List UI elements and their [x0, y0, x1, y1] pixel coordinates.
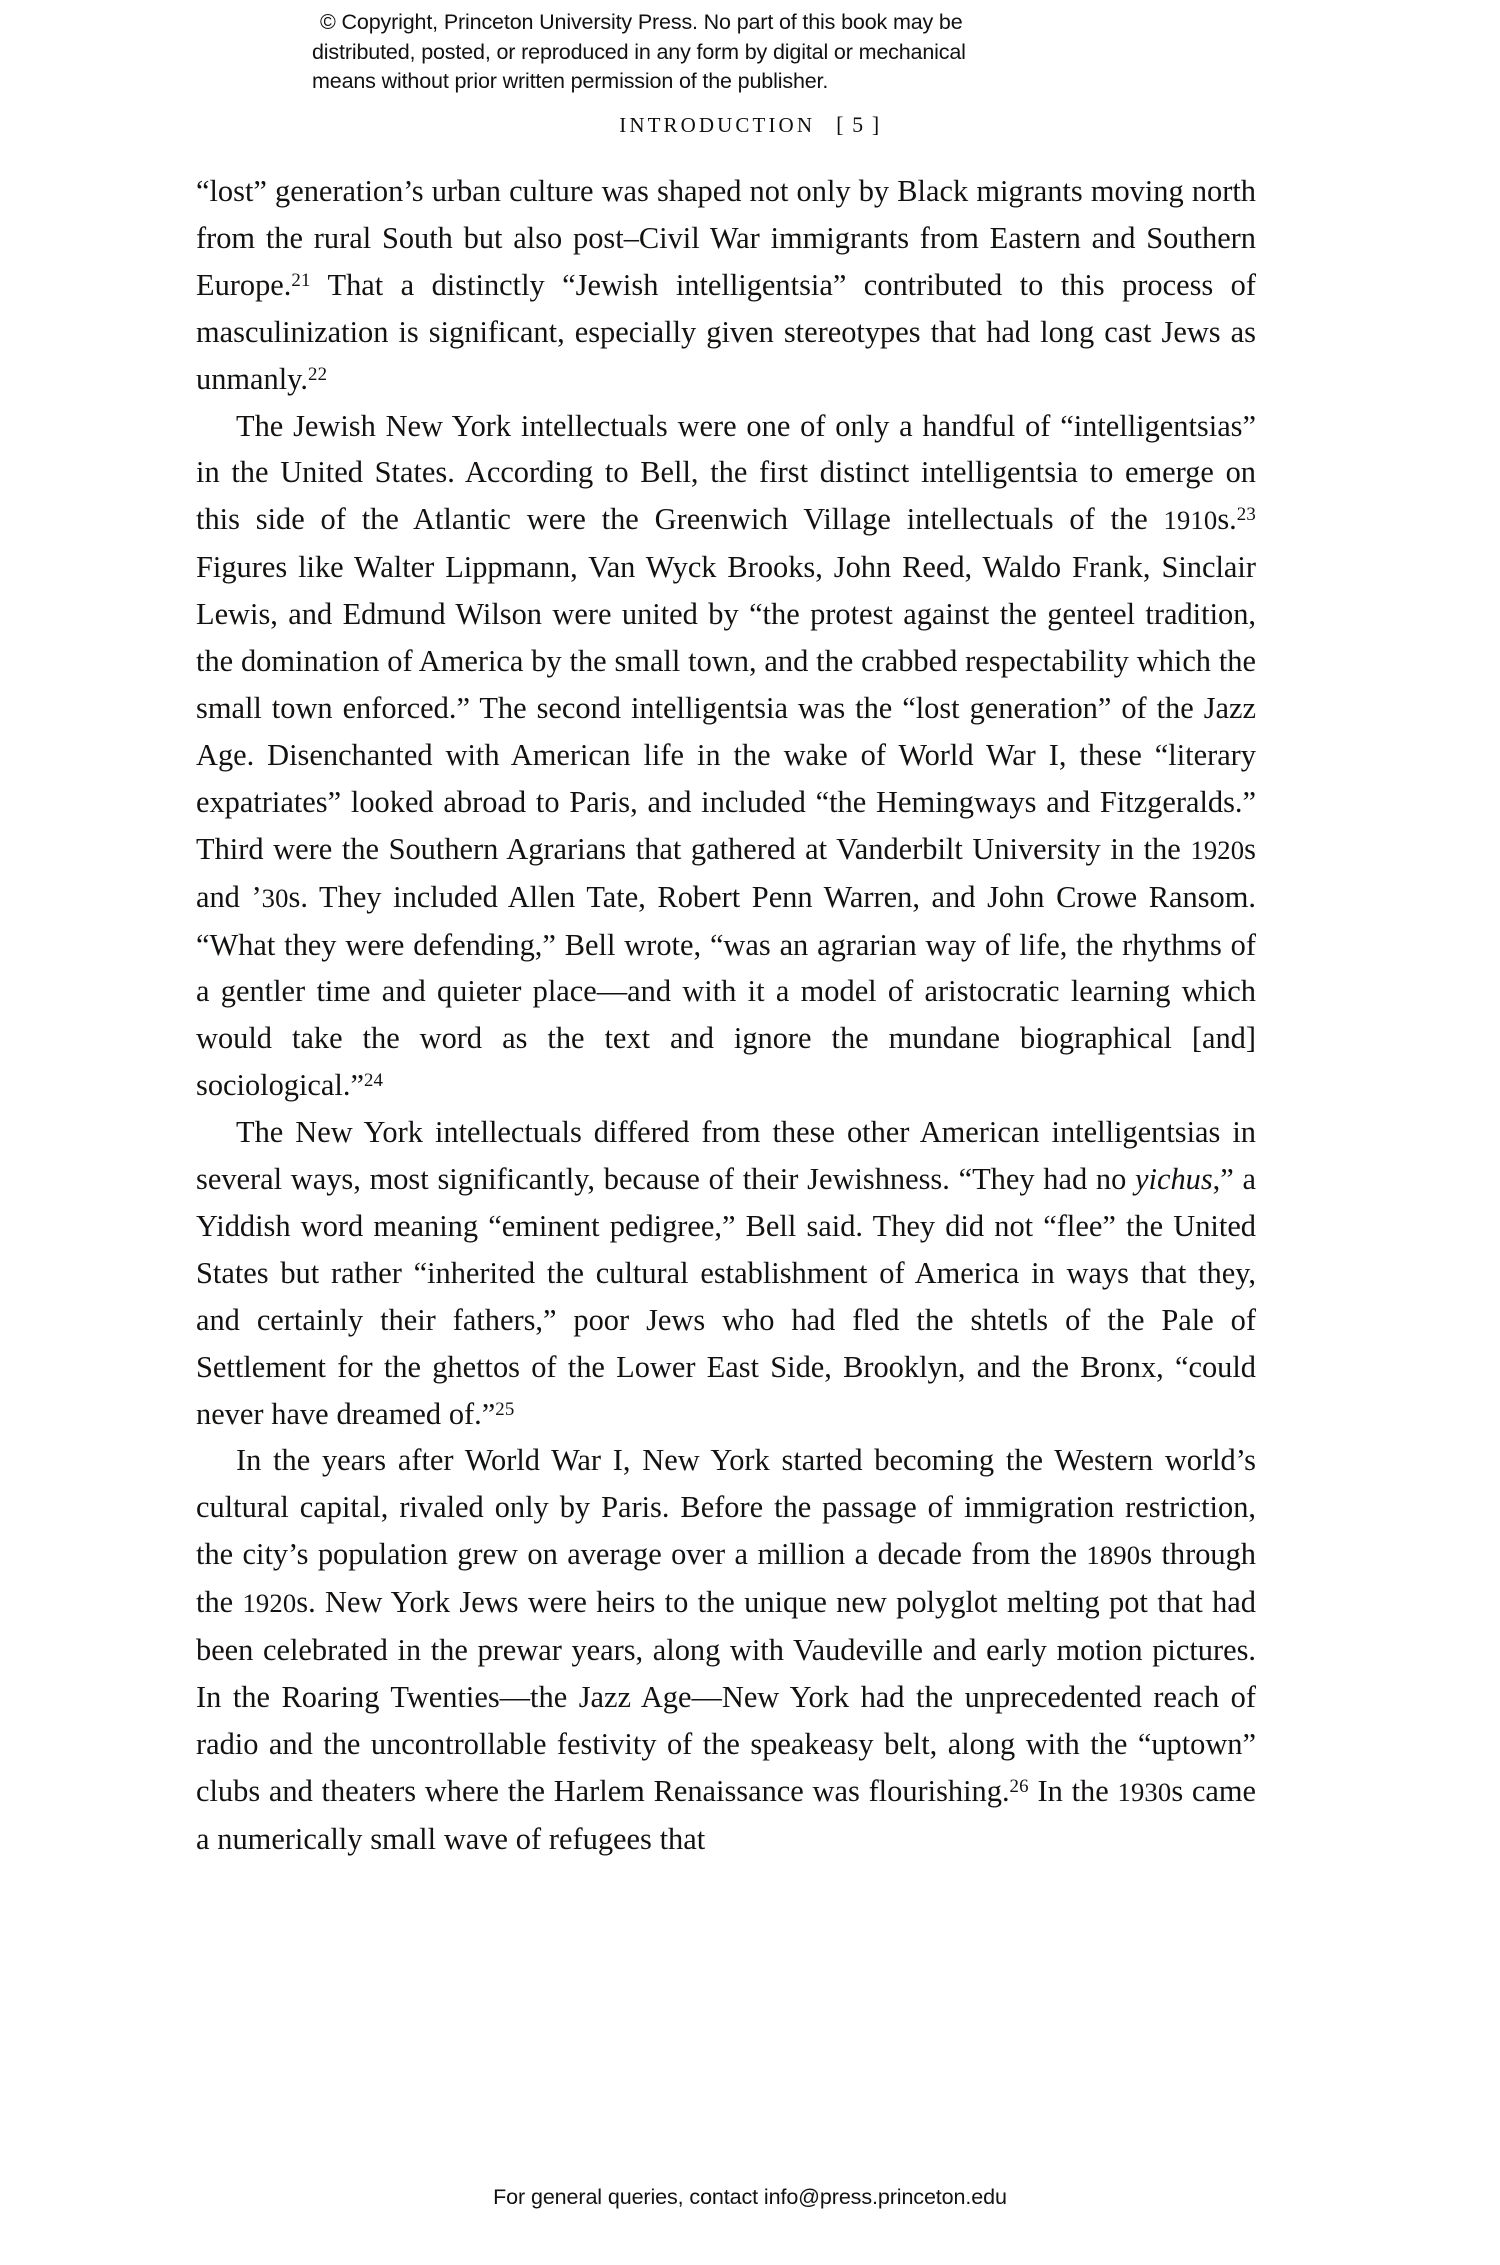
page-folio: [ 5 ]	[836, 112, 881, 137]
para-jewish-new-york-intellectuals: The Jewish New York intellectuals were one of only a handful of “intelligentsias” in the United States. According to Bell, the first distinct intelligentsia to emerge on this side of the Atlantic were the Greenwich Village intellectuals of the 1910s.$^{23}$ Figures like Walter Lippmann, Van Wyck Brooks, John Reed, Waldo Frank, Sinclair Lewis, and Edmund Wilson were united by “the protest against the genteel tradition, the domination of America by the small town, and the crabbed respectability which the small town enforced.” The second intelligentsia was the “lost generation” of the Jazz Age. Disenchanted with American life in the wake of World War I, these “literary expatriates” looked abroad to Paris, and included “the Hemingways and Fitzgeralds.” Third were the Southern Agrarians that gathered at Vanderbilt University in the 1920s and ’30s. They included Allen Tate, Robert Penn Warren, and John Crowe Ransom. “What they were defending,” Bell wrote, “was an agrarian way of life, the rhythms of a gentler time and quieter place—and with it a model of aristocratic learning which would take the word as the text and ignore the mundane biographical [and] sociological.”$^{24}$	[196, 408, 1256, 1103]
running-head	[0, 112, 1500, 138]
oldstyle-figures: 30	[261, 882, 289, 913]
running-head-chapter: INTRODUCTION	[619, 113, 816, 137]
copyright-notice	[312, 8, 1192, 97]
footnote-marker[interactable]: 26	[1009, 1775, 1029, 1797]
italic-term: yichus	[1135, 1162, 1213, 1197]
footnote-marker[interactable]: 22	[307, 363, 328, 385]
para-new-york-differed: The New York intellectuals differed from these other American intelligentsias in several ways, most significantly, because of their Jewishness. “They had no yichus,” a Yiddish word meaning “eminent pedigree,” Bell said. They did not “flee” the United States but rather “inherited the cultural establishment of America in ways that they, and certainly their fathers,” poor Jews who had fled the shtetls of the Pale of Settlement for the ghettos of the Lower East Side, Brooklyn, and the Bronx, “could never have dreamed of.”$^{25}$	[196, 1115, 1256, 1431]
copyright-line-1: © Copyright, Princeton University Press. No part of this book may be	[320, 10, 963, 34]
footnote-marker[interactable]: 25	[495, 1398, 515, 1420]
copyright-line-3: means without prior written permission of the publisher.	[312, 69, 829, 93]
para-lost-generation: “lost” generation’s urban culture was shaped not only by Black migrants moving north from the rural South but also post–Civil War immigrants from Eastern and Southern Europe.$^{21}$ That a distinctly “Jewish intelligentsia” contributed to this process of masculinization is significant, especially given stereotypes that had long cast Jews as unmanly.$^{22}$	[196, 174, 1256, 396]
oldstyle-figures: 1920	[242, 1588, 297, 1619]
footnote-marker[interactable]: 21	[291, 269, 311, 291]
oldstyle-figures: 1920	[1190, 834, 1245, 865]
oldstyle-figures: 1930	[1117, 1776, 1172, 1807]
para-after-world-war-one: In the years after World War I, New York started becoming the Western world’s cultural capital, rivaled only by Paris. Before the passage of immigration restriction, the city’s population grew on average over a million a decade from the 1890s through the 1920s. New York Jews were heirs to the unique new polyglot melting pot that had been celebrated in the prewar years, along with Vaudeville and early motion pictures. In the Roaring Twenties—the Jazz Age—New York had the unprecedented reach of radio and the uncontrollable festivity of the speakeasy belt, along with the “uptown” clubs and theaters where the Harlem Renaissance was flourishing.$^{26}$ In the 1930s came a numerically small wave of refugees that	[196, 1443, 1257, 1856]
oldstyle-figures: 1910	[1163, 505, 1218, 536]
oldstyle-figures: 1890	[1086, 1540, 1141, 1571]
page-body-text	[196, 168, 1256, 1863]
footer-queries-note: For general queries, contact info@press.princeton.edu	[493, 2185, 1007, 2209]
footnote-marker[interactable]: 24	[363, 1070, 384, 1092]
copyright-line-2: distributed, posted, or reproduced in any form by digital or mechanical	[312, 39, 966, 64]
footnote-marker[interactable]: 23	[1236, 504, 1256, 526]
